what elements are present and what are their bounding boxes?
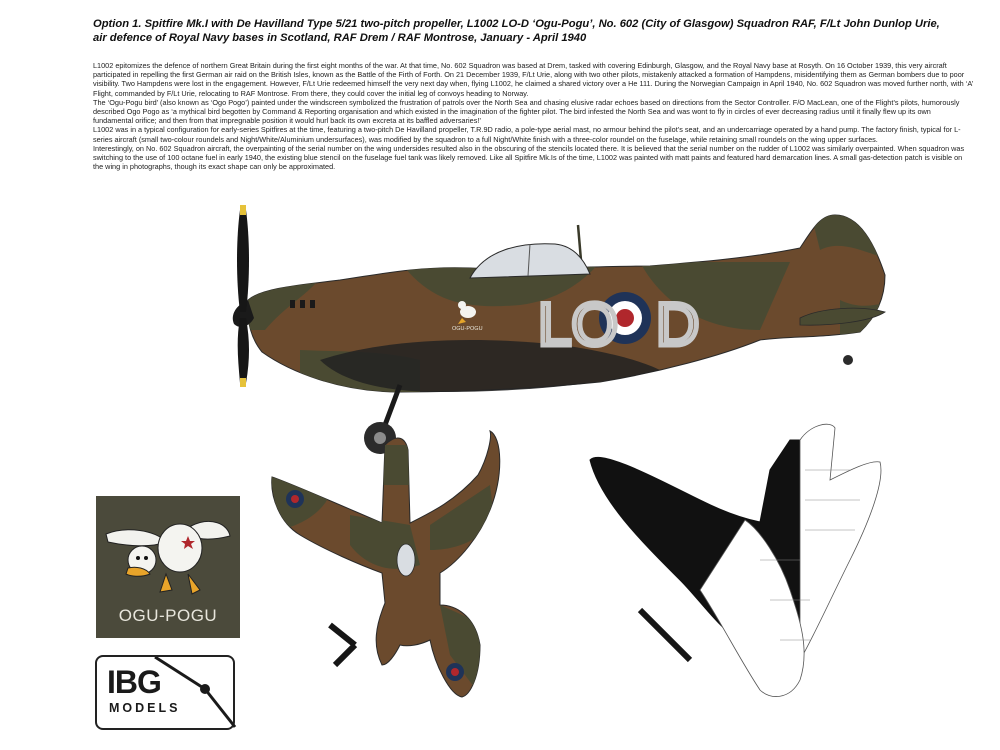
- top-view: [270, 431, 500, 697]
- title-line-1: Option 1. Spitfire Mk.I with De Havilland Type 5/21 two-pitch propeller, L1002 LO-D ‘Ogu-Pogu’, No. 602 (City of Glasgow) Squadron RAF, F/Lt John Dunlop Urie,: [93, 18, 940, 30]
- individual-letter: D: [656, 291, 700, 358]
- top-view-propeller: [330, 625, 355, 665]
- logo-subtitle: MODELS: [109, 701, 181, 715]
- ogu-pogu-badge: [96, 496, 240, 638]
- squadron-code: LO: [538, 291, 619, 358]
- propeller: [237, 205, 249, 387]
- ogu-pogu-bird-icon: [96, 496, 240, 606]
- top-wing-roundel-left: [286, 490, 304, 508]
- nose-art-label: OGU-POGU: [452, 326, 483, 332]
- title-line-2: air defence of Royal Navy bases in Scotland, RAF Drem / RAF Montrose, January - April 1940: [93, 32, 587, 44]
- description-paragraph-2: The ‘Ogu-Pogu bird’ (also known as ‘Ogo Pogo’) painted under the windscreen symbolized the frustration of patrols over the North Sea and chasing elusive radar echoes based on directions from the Sector Controller. F/O MacLean, one of the Flight’s pilots, humorously described Ogo Pogo as ‘a mythical bird begotten by Command & Reporting organisation and which existed in the imagination of the fighter pilot. The bird infested the North Sea and was wont to fly in circles of ever decreasing radius until it finally flew up its own fundamental orifice; and then from that impregnable position it would hurl back its own excreta at its baffled adversaries!’: [93, 97, 960, 126]
- top-view-canopy: [397, 544, 415, 576]
- under-view-white-half: [800, 424, 881, 660]
- tail-wheel: [843, 355, 853, 365]
- logo-propeller-icon: [97, 657, 237, 732]
- top-wing-roundel-right: [446, 663, 464, 681]
- description-paragraph-3: L1002 was in a typical configuration for early-series Spitfires at the time, featuring a two-pitch De Havilland propeller, T.R.9D radio, a pole-type aerial mast, no armour behind the pilot’s seat, and an undercarriage operated by a hand pump. The factory finish, typical for L-series aircraft (small two-colour roundels and Night/White/Aluminium undersurfaces), was modified by the squadron to a full Night/White finish with a three-color roundel on the fuselage, while retaining small roundels on the wing upper surfaces.: [93, 125, 961, 144]
- ibg-models-logo: [95, 655, 235, 730]
- description-paragraph-1: L1002 epitomizes the defence of northern Great Britain during the first eight months of the war. At that time, No. 602 Squadron was based at Drem, tasked with covering Edinburgh, Glasgow, and the Royal Navy base at Rosyth. On 16 October 1939, this very aircraft participated in repelling the first German air raid on the British Isles, known as the Battle of the Firth of Forth. On 21 December 1939, F/Lt Urie, along with two other pilots, mistakenly attacked a formation of Hampdens, misidentifying them as German bombers due to poor visibility. Two Hampdens were lost in the engagement. However, F/Lt Urie redeemed himself the very next day when, flying L1002, he claimed a shared victory over a He 111. During the Norwegian Campaign in April 1940, No. 602 Squadron was moved further north, with ‘A’ Flight, commanded by F/Lt Urie, relocating to RAF Montrose. From there, they could cover the initial leg of convoys heading to Norway.: [93, 61, 973, 98]
- logo-brand: IBG: [107, 664, 161, 700]
- description-paragraph-4: Interestingly, on No. 602 Squadron aircraft, the overpainting of the serial number on the wing undersides resulted also in the obscuring of the stencils located there. It is believed that the serial number on the rudder of L1002 was similarly overpainted. When squadron was switching to the use of 100 octane fuel in early 1940, the existing blue stencil on the fuselage fuel tank was likely removed. Like all Spitfire Mk.Is of the time, L1002 was painted with matt paints and featured hard demarcation lines. A small gas-detection patch is visible on the wing in photographs, though its exact shape can only be approximated.: [93, 143, 965, 172]
- side-view: [233, 205, 892, 454]
- under-view: [590, 424, 881, 696]
- under-view-propeller: [640, 610, 690, 660]
- exhaust-stacks: [290, 300, 315, 308]
- badge-label: OGU-POGU: [118, 606, 218, 625]
